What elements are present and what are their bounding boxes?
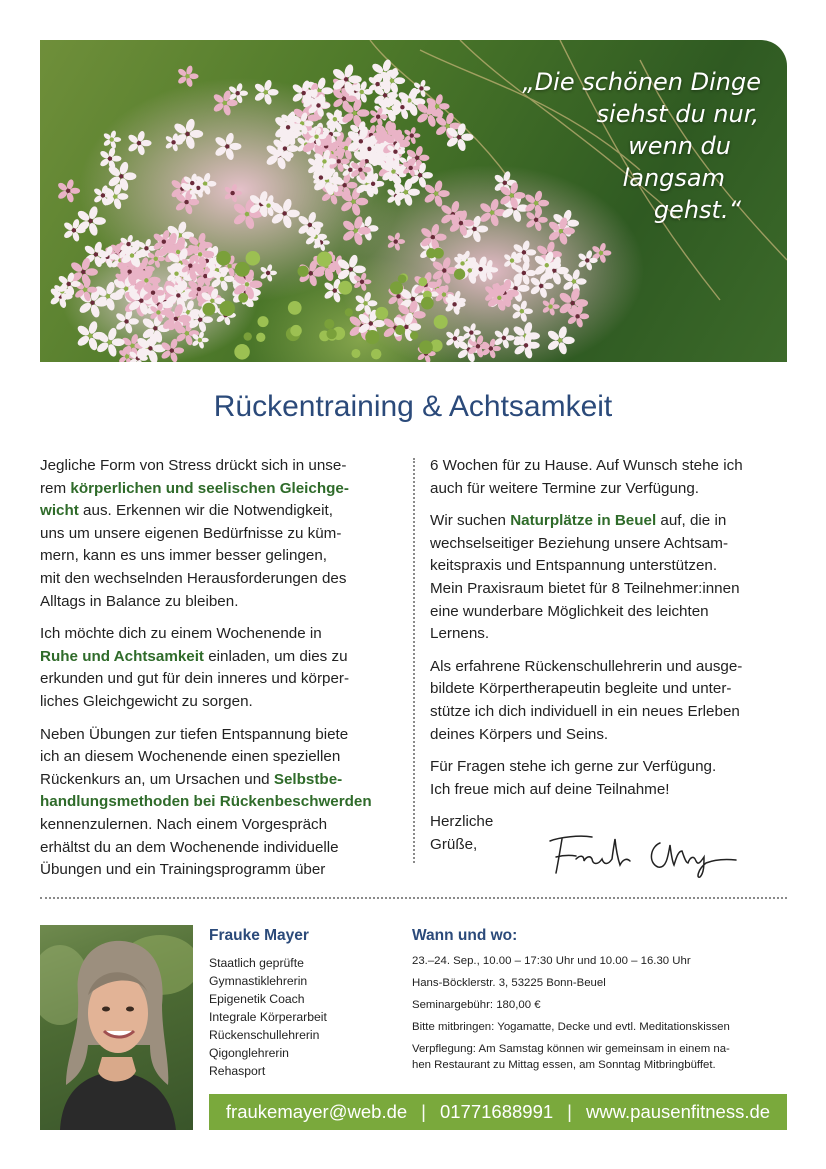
highlight-text: handlungsmethoden bei Rückenbeschwerden xyxy=(40,793,372,811)
text-line: Als erfahrene Rückenschullehrerin und ausge- xyxy=(430,657,743,675)
text-line: 6 Wochen für zu Hause. Auf Wunsch stehe ich xyxy=(430,457,743,474)
qualification-item: Gymnastiklehrerin xyxy=(209,974,308,988)
event-date: 23.–24. Sep., 10.00 – 17:30 Uhr und 10.00 – 16.30 Uhr xyxy=(412,955,691,967)
text-line: keitspraxis und Entspannung unterstützen. xyxy=(430,557,718,575)
text-line: Ich möchte dich zu einem Wochenende in xyxy=(40,625,322,643)
event-food xyxy=(412,1041,787,1073)
hero-quote xyxy=(522,66,761,226)
text-line: bildete Körpertherapeutin begleite und unter- xyxy=(430,680,732,698)
text-line: Alltags in Balance zu bleiben. xyxy=(40,592,239,610)
quote-line: gehst.“ xyxy=(653,196,741,224)
text-line: erkunden und gut für dein inneres und körper- xyxy=(40,670,350,688)
quote-line: langsam xyxy=(622,164,725,192)
qualification-item: Epigenetik Coach xyxy=(209,992,305,1006)
event-address: Hans-Böcklerstr. 3, 53225 Bonn-Beuel xyxy=(412,977,606,989)
qualification-item: Integrale Körperarbeit xyxy=(209,1010,327,1024)
text-line: rem xyxy=(40,479,71,497)
highlight-text: Selbstbe- xyxy=(273,770,343,788)
text-line: eine wunderbare Möglichkeit des leichten xyxy=(430,602,709,620)
phone-link[interactable]: 01771688991 xyxy=(439,1101,554,1122)
paragraph xyxy=(40,455,400,613)
greeting xyxy=(430,811,786,856)
hero-image xyxy=(40,40,787,362)
qualification-item: Rückenschullehrerin xyxy=(209,1028,320,1042)
qualification-item: Staatlich geprüfte xyxy=(209,956,304,970)
separator: | xyxy=(567,1101,572,1122)
text-line: Neben Übungen zur tiefen Entspannung biete xyxy=(40,725,349,743)
text-line: Für Fragen stehe ich gerne zur Verfügung. xyxy=(430,758,717,776)
paragraph xyxy=(430,455,786,500)
paragraph xyxy=(40,623,400,713)
text-line: Herzliche xyxy=(430,813,494,831)
text-line: Ich freue mich auf deine Teilnahme! xyxy=(430,780,670,798)
text-line: Jegliche Form von Stress drückt sich in unse- xyxy=(40,457,347,474)
qualification-item: Rehasport xyxy=(209,1064,266,1078)
text-line: aus. Erkennen wir die Notwendigkeit, xyxy=(78,502,333,520)
quote-line: „Die schönen Dinge xyxy=(522,68,761,96)
handwritten-signature xyxy=(540,829,750,879)
text-line: deines Körpers und Seins. xyxy=(430,725,609,743)
qualifications-list xyxy=(209,954,327,1080)
text-line: auf, die in xyxy=(656,512,727,530)
text-line: Mein Praxisraum bietet für 8 Teilnehmer:innen xyxy=(430,579,740,597)
text-line: mern, kann es uns immer besser gelingen, xyxy=(40,547,328,565)
text-line: Verpflegung: Am Samstag können wir gemeinsam in einem na- xyxy=(412,1043,730,1055)
website-link[interactable]: www.pausenfitness.de xyxy=(585,1101,771,1122)
text-line: Rückenkurs an, um Ursachen und xyxy=(40,770,274,788)
person-illustration xyxy=(40,925,193,1130)
paragraph xyxy=(430,756,786,801)
left-column xyxy=(40,455,400,892)
email-link[interactable]: fraukemayer@web.de xyxy=(225,1101,408,1122)
event-fee: Seminargebühr: 180,00 € xyxy=(412,999,541,1011)
quote-line: siehst du nur, xyxy=(596,100,759,128)
section-divider xyxy=(40,897,787,899)
text-line: wechselseitiger Beziehung unsere Achtsam- xyxy=(430,534,729,552)
text-line: uns um unsere eigenen Bedürfnisse zu küm- xyxy=(40,524,342,542)
text-line: einladen, um dies zu xyxy=(204,647,348,665)
text-line: liches Gleichgewicht zu sorgen. xyxy=(40,692,253,710)
right-column xyxy=(430,455,786,857)
text-line: erhältst du an dem Wochenende individuelle xyxy=(40,838,339,856)
person-name: Frauke Mayer xyxy=(209,927,309,944)
portrait-photo xyxy=(40,925,193,1130)
highlight-text: Ruhe und Achtsamkeit xyxy=(40,647,204,665)
text-line: Grüße, xyxy=(430,835,478,853)
event-details xyxy=(412,953,787,1079)
contact-footer xyxy=(209,1094,787,1130)
highlight-text: körperlichen und seelischen Gleichge- xyxy=(70,479,349,497)
paragraph xyxy=(40,724,400,882)
details-title: Wann und wo: xyxy=(412,927,518,944)
text-line: hen Restaurant zu Mittag essen, am Sonntag Mitbringbüffet. xyxy=(412,1059,716,1071)
paragraph xyxy=(430,656,786,746)
event-bring: Bitte mitbringen: Yogamatte, Decke und evtl. Meditationskissen xyxy=(412,1021,730,1033)
text-line: Lernens. xyxy=(430,625,490,643)
column-divider xyxy=(413,458,415,863)
text-line: Wir suchen xyxy=(430,512,511,530)
text-line: Übungen und ein Trainingsprogramm über xyxy=(40,861,326,879)
quote-line: wenn du xyxy=(628,132,731,160)
text-line: mit den wechselnden Herausforderungen des xyxy=(40,569,347,587)
highlight-text: wicht xyxy=(40,502,79,520)
page-title: Rückentraining & Achtsamkeit xyxy=(213,390,613,423)
paragraph xyxy=(430,510,786,646)
text-line: auch für weitere Termine zur Verfügung. xyxy=(430,479,700,497)
qualification-item: Qigonglehrerin xyxy=(209,1046,289,1060)
text-line: kennenzulernen. Nach einem Vorgespräch xyxy=(40,815,328,833)
text-line: stütze ich dich individuell in ein neues Erleben xyxy=(430,702,740,720)
text-line: ich an diesem Wochenende einen speziellen xyxy=(40,748,341,766)
separator: | xyxy=(421,1101,426,1122)
highlight-text: Naturplätze in Beuel xyxy=(510,512,657,530)
